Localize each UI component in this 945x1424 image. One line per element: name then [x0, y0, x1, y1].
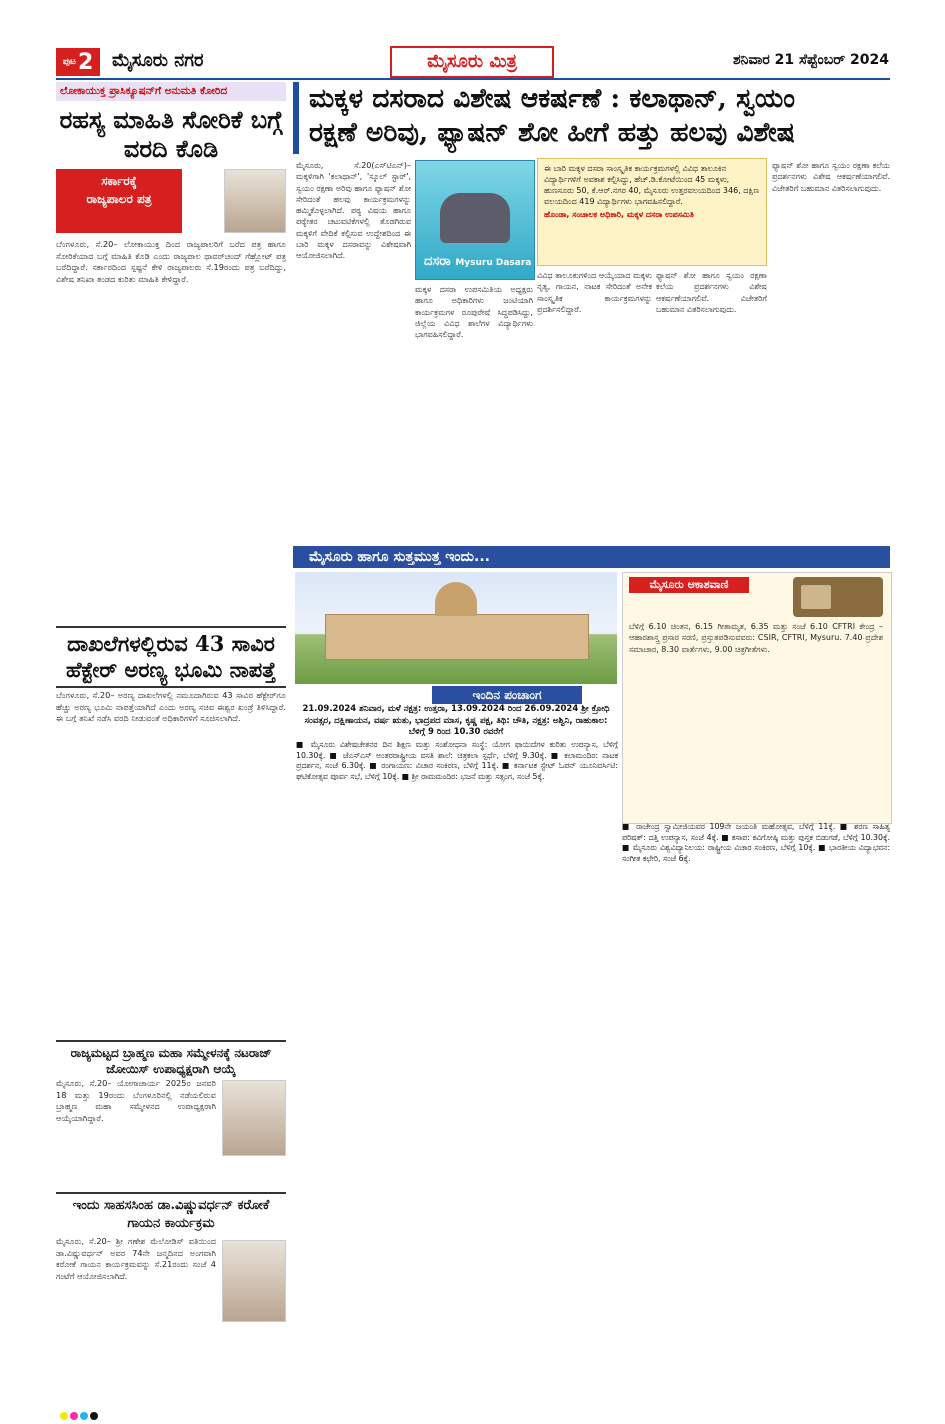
section-name: ಮೈಸೂರು ನಗರ	[112, 50, 204, 71]
palace-dome	[435, 582, 477, 616]
palace-building	[325, 614, 589, 660]
page-number: 2	[77, 49, 94, 75]
dasara-label	[424, 254, 531, 269]
panchanga-title: ಇಂದಿನ ಪಂಚಾಂಗ	[432, 686, 582, 704]
main-col-3: ವಿವಿಧ ತಾಲೂಕುಗಳಿಂದ ಆಯ್ಕೆಯಾದ ಮಕ್ಕಳು ನೃತ್ಯ, ಗಾಯನ, ನಾಟಕ ಸೇರಿದಂತೆ ಅನೇಕ ಸಾಂಸ್ಕೃತಿಕ ಕಾರ್ಯಕ್ರಮಗಳನ್ನು ಪ್ರದರ್ಶಿಸಲಿದ್ದಾರೆ.	[537, 271, 652, 314]
dasara-banner	[293, 82, 896, 154]
elephant-icon	[440, 193, 510, 243]
brahmin-body: ಮೈಸೂರು, ಸೆ.20– ಯೋಗಾಚಾರ್ಯ 2025ರ ಜನವರಿ 18 ಮತ್ತು 19ರಂದು ಬೆಂಗಳೂರಿನಲ್ಲಿ ನಡೆಯಲಿರುವ ಬ್ರಾಹ್ಮಣ ಮಹಾ ಸಮ್ಮೇಳನದ ಉಪಾಧ್ಯಕ್ಷರಾಗಿ ಆಯ್ಕೆಯಾಗಿದ್ದಾರೆ.	[56, 1078, 216, 1123]
main-col-5: ಫ್ಯಾಷನ್ ಶೋ ಹಾಗೂ ಸ್ವಯಂ ರಕ್ಷಣಾ ಕಲೆಯ ಪ್ರದರ್ಶನಗಳು ವಿಶೇಷ ಆಕರ್ಷಣೆಯಾಗಲಿವೆ. ವಿಜೇತರಿಗೆ ಬಹುಮಾನ ವಿತರಿಸಲಾಗುವುದು.	[772, 161, 890, 193]
main-col-1: ಮೈಸೂರು, ಸೆ.20(ಎಸ್‌ಟಿಎನ್)– ಮಕ್ಕಳಿಗಾಗಿ 'ಕಲಾಥಾನ್', 'ಸ್ಕೂಲ್ ಸ್ಟಾರ್', ಸ್ವಯಂ ರಕ್ಷಣಾ ಅರಿವು ಹಾಗೂ ಫ್ಯಾಷನ್ ಶೋ ಸೇರಿದಂತೆ ಹಲವು ಕಾರ್ಯಕ್ರಮಗಳನ್ನು ಹಮ್ಮಿಕೊಳ್ಳಲಾಗಿದೆ. ಪಠ್ಯ ವಿಷಯ ಹಾಗೂ ಪಠ್ಯೇತರ ಚಟುವಟಿಕೆಗಳಲ್ಲಿ ತೊಡಗಿರುವ ಮಕ್ಕಳಿಗೆ ವೇದಿಕೆ ಕಲ್ಪಿಸುವ ಉದ್ದೇಶದಿಂದ ಈ ಬಾರಿ ಮಕ್ಕಳ ದಸರಾವನ್ನು ವಿಶೇಷವಾಗಿ ಆಯೋಜಿಸಲಾಗಿದೆ.	[296, 161, 411, 261]
main-col-2: ಮಕ್ಕಳ ದಸರಾ ಉಪಸಮಿತಿಯ ಅಧ್ಯಕ್ಷರು ಹಾಗೂ ಅಧಿಕಾರಿಗಳು ಜಂಟಿಯಾಗಿ ಕಾರ್ಯಕ್ರಮಗಳ ರೂಪುರೇಷೆ ಸಿದ್ಧಪಡಿಸಿದ್ದು, ಜಿಲ್ಲೆಯ ವಿವಿಧ ಶಾಲೆಗಳ ವಿದ್ಯಾರ್ಥಿಗಳು ಭಾಗವಹಿಸಲಿದ್ದಾರೆ.	[415, 285, 533, 340]
vishnuvardhan-body: ಮೈಸೂರು, ಸೆ.20– ಶ್ರೀ ಗಣೇಶ ಮೆಲೋಡಿಸ್ ವತಿಯಿಂದ ಡಾ.ವಿಷ್ಣುವರ್ಧನ್ ಅವರ 74ನೇ ಜನ್ಮದಿನದ ಅಂಗವಾಗಿ ಕರೋಕೆ ಗಾಯನ ಕಾರ್ಯಕ್ರಮವನ್ನು ಸೆ.21ರಂದು ಸಂಜೆ 4 ಗಂಟೆಗೆ ಆಯೋಜಿಸಲಾಗಿದೆ.	[56, 1236, 216, 1281]
joyis-photo	[222, 1080, 286, 1156]
page-prefix: ಪುಟ	[62, 57, 76, 67]
mysore-palace-photo	[295, 572, 617, 684]
events-list-1: ■ ಮೈಸೂರು ವಿಶೇಷಚೇತನರ ದಿನ ಶಿಕ್ಷಣ ಮತ್ತು ಸಂಶೋಧನಾ ಸಂಸ್ಥೆ: ಯೋಗ ಫಾಯಿದೆಗಳ ಕುರಿತು ಉಪನ್ಯಾಸ, ಬೆಳಿಗ್ಗೆ 10.30ಕ್ಕೆ. ■ ಜೆಎಸ್‌ಎಸ್ ಅಂತರರಾಷ್ಟ್ರೀಯ ವಸತಿ ಶಾಲೆ: ಚಿತ್ರಕಲಾ ಸ್ಪರ್ಧೆ, ಬೆಳಿಗ್ಗೆ 9.30ಕ್ಕೆ. ■ ಕಲಾಮಂದಿರ: ನಾಟಕ ಪ್ರದರ್ಶನ, ಸಂಜೆ 6.30ಕ್ಕೆ. ■ ರಂಗಾಯಣ: ವಿಚಾರ ಸಂಕಿರಣ, ಬೆಳಿಗ್ಗೆ 11ಕ್ಕೆ. ■ ಕರ್ನಾಟಕ ಸ್ಟೇಟ್ ಓಪನ್ ಯೂನಿವರ್ಸಿಟಿ: ಘಟಿಕೋತ್ಸವ ಪೂರ್ವ ಸಭೆ, ಬೆಳಿಗ್ಗೆ 10ಕ್ಕೆ. ■ ಶ್ರೀ ರಾಮಮಂದಿರ: ಭಜನೆ ಮತ್ತು ಸತ್ಸಂಗ, ಸಂಜೆ 5ಕ್ಕೆ.	[296, 740, 618, 781]
page-number-badge	[56, 48, 100, 76]
story-headline: ರಹಸ್ಯ ಮಾಹಿತಿ ಸೋರಿಕೆ ಬಗ್ಗೆ ವರದಿ ಕೊಡಿ	[59, 105, 283, 163]
governor-photo	[224, 169, 286, 233]
header-rule	[56, 78, 890, 80]
brahmin-headline: ರಾಜ್ಯಮಟ್ಟದ ಬ್ರಾಹ್ಮಣ ಮಹಾ ಸಮ್ಮೇಳನಕ್ಕೆ ನಟರಾಜ್ ಜೋಯಿಸ್ ಉಪಾಧ್ಯಕ್ಷರಾಗಿ ಆಯ್ಕೆ	[56, 1040, 286, 1077]
dasara-label-kn: ದಸರಾ	[424, 254, 451, 269]
section-bar: ಮೈಸೂರು ಹಾಗೂ ಸುತ್ತಮುತ್ತ ಇಂದು...	[293, 546, 890, 568]
infobox-text: ಈ ಬಾರಿ ಮಕ್ಕಳ ದಸರಾ ಸಾಂಸ್ಕೃತಿಕ ಕಾರ್ಯಕ್ರಮಗಳಲ್ಲಿ ವಿವಿಧ ತಾಲೂಕಿನ ವಿದ್ಯಾರ್ಥಿಗಳಿಗೆ ಅವಕಾಶ ಕಲ್ಪಿಸಿದ್ದು, ಹೆಚ್.ಡಿ.ಕೋಟೆಯಿಂದ 45 ಮಕ್ಕಳು, ಹುಣಸೂರು 50, ಕೆ.ಆರ್.ನಗರ 40, ಮೈಸೂರು ಉತ್ತರವಲಯದಿಂದ 346, ದಕ್ಷಿಣ ವಲಯದಿಂದ 419 ವಿದ್ಯಾರ್ಥಿಗಳು ಭಾಗವಹಿಸಲಿದ್ದಾರೆ.	[544, 164, 760, 206]
forest-headline: ದಾಖಲೆಗಳಲ್ಲಿರುವ 43 ಸಾವಿರ ಹೆಕ್ಟೇರ್ ಅರಣ್ಯ ಭೂಮಿ ನಾಪತ್ತೆ	[56, 626, 286, 688]
events-list-2: ■ ರಾಜೇಂದ್ರ ಸ್ವಾಮೀಜಿಯವರ 109ನೇ ಜಯಂತಿ ಮಹೋತ್ಸವ, ಬೆಳಿಗ್ಗೆ 11ಕ್ಕೆ. ■ ಶರಣ ಸಾಹಿತ್ಯ ಪರಿಷತ್: ದತ್ತಿ ಉಪನ್ಯಾಸ, ಸಂಜೆ 4ಕ್ಕೆ. ■ ಕಸಾಪ: ಕವಿಗೋಷ್ಠಿ ಮತ್ತು ಪುಸ್ತಕ ಬಿಡುಗಡೆ, ಬೆಳಿಗ್ಗೆ 10.30ಕ್ಕೆ. ■ ಮೈಸೂರು ವಿಶ್ವವಿದ್ಯಾನಿಲಯ: ರಾಷ್ಟ್ರೀಯ ವಿಚಾರ ಸಂಕಿರಣ, ಬೆಳಿಗ್ಗೆ 10ಕ್ಕೆ. ■ ಭಾರತೀಯ ವಿದ್ಯಾಭವನ: ಸಂಗೀತ ಕಛೇರಿ, ಸಂಜೆ 6ಕ್ಕೆ.	[622, 822, 890, 863]
story-tag-line1: ಸರ್ಕಾರಕ್ಕೆ	[101, 174, 137, 188]
akashavani-text: ಬೆಳಿಗ್ಗೆ 6.10 ಚಿಂತನ, 6.15 ಗೀತಾಮೃತ, 6.35 ಮತ್ತು ಸಂಜೆ 6.10 CFTRI ಕೇಂದ್ರ – ಆಹಾರಶಾಸ್ತ್ರ ಪ್ರಸಾರ ಸರಣಿ, ಪ್ರಸ್ತುತಪಡಿಸುವವರು: CSIR, CFTRI, Mysuru. 7.40 ಪ್ರದೇಶ ಸಮಾಚಾರ, 8.30 ವಾರ್ತೆಗಳು, 9.00 ಚಿತ್ರಗೀತೆಗಳು.	[629, 622, 883, 654]
masthead-logo: ಮೈಸೂರು ಮಿತ್ರ	[390, 46, 554, 78]
dasara-label-en: Mysuru Dasara	[455, 258, 532, 268]
akashavani-box	[622, 572, 892, 824]
story-body: ಬೆಂಗಳೂರು, ಸೆ.20– ಲೋಕಾಯುಕ್ತ ದಿಂದ ರಾಜ್ಯಪಾಲರಿಗೆ ಬರೆದ ಪತ್ರ ಹಾಗೂ ಸೋರಿಕೆಯಾದ ಬಗ್ಗೆ ಮಾಹಿತಿ ಕೊಡಿ ಎಂದು ರಾಜ್ಯಪಾಲ ಥಾವರ್‌ಚಂದ್ ಗೆಹ್ಲೋಟ್ ಪತ್ರ ಬರೆದಿದ್ದಾರೆ. ಸರ್ಕಾರದಿಂದ ಸ್ಪಷ್ಟನೆ ಕೇಳಿ ರಾಜ್ಯಪಾಲರು ಸೆ.19ರಂದು ಪತ್ರ ಬರೆದಿದ್ದು, ವಿಶೇಷ ತನಿಖಾ ತಂಡದ ಕುರಿತು ಮಾಹಿತಿ ಕೇಳಿದ್ದಾರೆ.	[56, 239, 286, 284]
akashavani-title: ಮೈಸೂರು ಆಕಾಶವಾಣಿ	[629, 577, 749, 593]
participation-infobox	[537, 158, 767, 266]
vishnuvardhan-photo	[222, 1240, 286, 1322]
print-registration-marks	[60, 1405, 890, 1415]
banner-line2: ರಕ್ಷಣೆ ಅರಿವು, ಫ್ಯಾಷನ್ ಶೋ ಹೀಗೆ ಹತ್ತು ಹಲವು ವಿಶೇಷ	[309, 117, 795, 148]
main-col-4: ಫ್ಯಾಷನ್ ಶೋ ಹಾಗೂ ಸ್ವಯಂ ರಕ್ಷಣಾ ಕಲೆಯ ಪ್ರದರ್ಶನಗಳು ವಿಶೇಷ ಆಕರ್ಷಣೆಯಾಗಲಿವೆ. ವಿಜೇತರಿಗೆ ಬಹುಮಾನ ವಿತರಿಸಲಾಗುವುದು.	[656, 271, 767, 314]
panchanga-text: 21.09.2024 ಶನಿವಾರ, ಮಳೆ ನಕ್ಷತ್ರ: ಉತ್ತರಾ, 13.09.2024 ರಿಂದ 26.09.2024 ಶ್ರೀ ಕ್ರೋಧಿ ಸಂವತ್ಸರ, ದಕ್ಷಿಣಾಯನ, ವರ್ಷ ಋತು, ಭಾದ್ರಪದ ಮಾಸ, ಕೃಷ್ಣ ಪಕ್ಷ, ತಿಥಿ: ಚೌತಿ, ನಕ್ಷತ್ರ: ಅಶ್ವಿನಿ, ರಾಹುಕಾಲ: ಬೆಳಿಗ್ಗೆ 9 ರಿಂದ 10.30 ರವರೆಗೆ	[302, 704, 610, 737]
story-tag-line2: ರಾಜ್ಯಪಾಲರ ಪತ್ರ	[86, 192, 152, 206]
infobox-note: ಹೊಂಡಾ, ಸಂಚಾಲಕ ಅಧಿಕಾರಿ, ಮಕ್ಕಳ ದಸರಾ ಉಪಸಮಿತಿ	[544, 210, 694, 219]
vishnuvardhan-headline: ಇಂದು ಸಾಹಸಸಿಂಹ ಡಾ.ವಿಷ್ಣುವರ್ಧನ್ ಕರೋಕೆ ಗಾಯನ ಕಾರ್ಯಕ್ರಮ	[56, 1192, 286, 1233]
dasara-elephant-graphic	[415, 160, 535, 280]
radio-icon	[793, 577, 883, 617]
banner-line1: ಮಕ್ಕಳ ದಸರಾದ ವಿಶೇಷ ಆಕರ್ಷಣೆ : ಕಲಾಥಾನ್, ಸ್ವಯಂ	[309, 83, 796, 114]
story-tag	[56, 169, 182, 233]
issue-date: ಶನಿವಾರ 21 ಸೆಪ್ಟೆಂಬರ್ 2024	[733, 52, 890, 68]
left-story	[56, 82, 286, 619]
story-kicker: ಲೋಕಾಯುಕ್ತ ಪ್ರಾಸಿಕ್ಯೂಷನ್‌ಗೆ ಅನುಮತಿ ಕೋರಿದ	[56, 82, 286, 101]
forest-body: ಬೆಂಗಳೂರು, ಸೆ.20– ಅರಣ್ಯ ದಾಖಲೆಗಳಲ್ಲಿ ನಮೂದಾಗಿರುವ 43 ಸಾವಿರ ಹೆಕ್ಟೇರ್‌ಗೂ ಹೆಚ್ಚು ಅರಣ್ಯ ಭೂಮಿ ನಾಪತ್ತೆಯಾಗಿದೆ ಎಂದು ಅರಣ್ಯ ಸಚಿವ ಈಶ್ವರ ಖಂಡ್ರೆ ತಿಳಿಸಿದ್ದಾರೆ. ಈ ಬಗ್ಗೆ ತನಿಖೆ ನಡೆಸಿ ವರದಿ ನೀಡುವಂತೆ ಅಧಿಕಾರಿಗಳಿಗೆ ಸೂಚಿಸಲಾಗಿದೆ.	[56, 690, 286, 723]
